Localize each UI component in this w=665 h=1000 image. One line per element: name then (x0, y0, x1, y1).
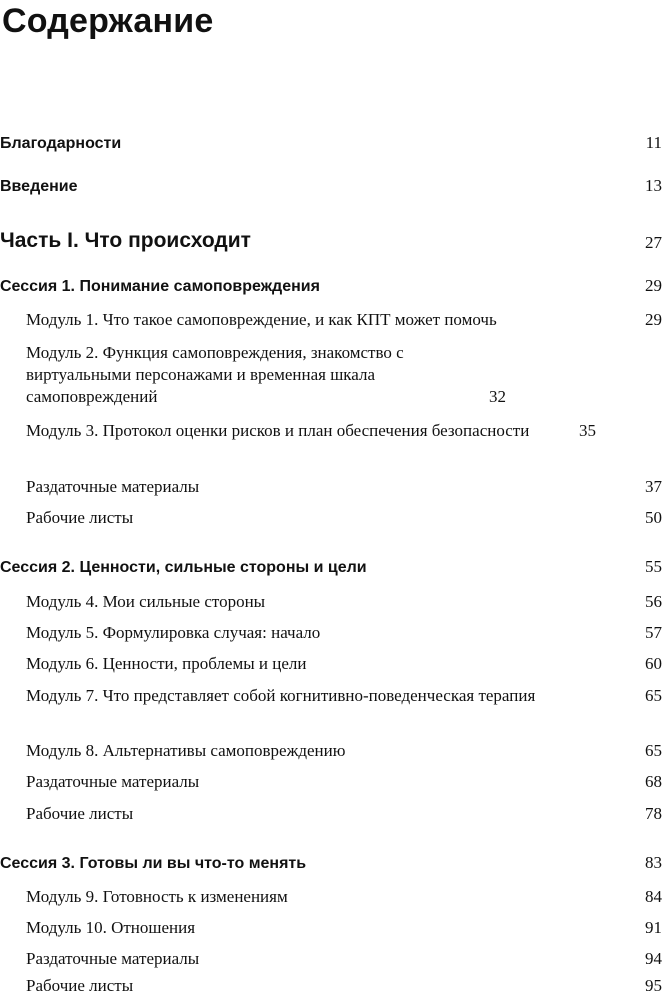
toc-module-1[interactable] (0, 309, 665, 331)
toc-session-3[interactable] (0, 853, 665, 873)
toc-module-label: Модуль 4. Мои сильные стороны (26, 592, 266, 611)
toc-session-2[interactable] (0, 557, 665, 577)
toc-module-label: Модуль 5. Формулировка случая: начало (26, 623, 321, 642)
toc-module-4[interactable] (0, 591, 665, 613)
toc-module-label: Модуль 6. Ценности, проблемы и цели (26, 654, 307, 673)
toc-module-label: Модуль 2. Функция самоповреждения, знакомство с виртуальными персонажами и временная шкала самоповреждений (26, 343, 404, 406)
toc-part-page: 27 (645, 233, 662, 252)
toc-session-label: Сессия 1. Понимание самоповреждения (0, 278, 320, 295)
toc-handouts-2[interactable] (0, 771, 665, 793)
toc-module-label: Рабочие листы (26, 976, 134, 995)
toc-module-page: 94 (645, 949, 662, 968)
toc-entry-introduction[interactable] (0, 176, 665, 196)
toc-module-page: 50 (645, 508, 662, 527)
toc-module-page: 84 (645, 887, 662, 906)
toc-session-page: 83 (645, 853, 662, 872)
toc-module-label: Модуль 3. Протокол оценки рисков и план обеспечения безопасности (26, 421, 530, 440)
toc-module-5[interactable] (0, 622, 665, 644)
toc-worksheets-3[interactable] (0, 975, 665, 997)
toc-part-label: Часть I. Что происходит (0, 229, 251, 252)
toc-module-9[interactable] (0, 886, 665, 908)
toc-module-8[interactable] (0, 740, 665, 762)
toc-part-1[interactable] (0, 229, 665, 253)
toc-session-label: Сессия 2. Ценности, сильные стороны и цели (0, 559, 367, 576)
toc-module-7[interactable] (0, 685, 665, 707)
toc-module-page: 56 (645, 592, 662, 611)
toc-entry-label: Введение (0, 178, 78, 195)
toc-module-label: Раздаточные материалы (26, 949, 200, 968)
toc-module-page: 65 (645, 686, 662, 705)
toc-module-2[interactable] (0, 342, 665, 408)
toc-entry-acknowledgements[interactable] (0, 133, 665, 153)
toc-entry-page: 13 (645, 176, 662, 195)
toc-module-label: Модуль 10. Отношения (26, 918, 196, 937)
toc-module-label: Рабочие листы (26, 508, 134, 527)
toc-module-label: Раздаточные материалы (26, 477, 200, 496)
toc-module-page: 35 (579, 421, 596, 440)
toc-module-label: Модуль 9. Готовность к изменениям (26, 887, 288, 906)
toc-module-page: 57 (645, 623, 662, 642)
toc-entry-label: Благодарности (0, 135, 122, 152)
toc-module-page: 78 (645, 804, 662, 823)
toc-module-page: 37 (645, 477, 662, 496)
toc-module-6[interactable] (0, 653, 665, 675)
toc-session-1[interactable] (0, 276, 665, 296)
toc-module-label: Модуль 1. Что такое самоповреждение, и как КПТ может помочь (26, 310, 497, 329)
toc-module-10[interactable] (0, 917, 665, 939)
toc-module-label: Раздаточные материалы (26, 772, 200, 791)
toc-module-page: 29 (645, 310, 662, 329)
toc-worksheets-2[interactable] (0, 803, 665, 825)
toc-handouts-1[interactable] (0, 476, 665, 498)
toc-handouts-3[interactable] (0, 948, 665, 970)
toc-module-label: Модуль 8. Альтернативы самоповреждению (26, 741, 346, 760)
toc-module-page: 60 (645, 654, 662, 673)
toc-module-page: 32 (489, 387, 506, 406)
toc-session-page: 29 (645, 276, 662, 295)
toc-session-page: 55 (645, 557, 662, 576)
toc-module-page: 91 (645, 918, 662, 937)
toc-worksheets-1[interactable] (0, 507, 665, 529)
page-title: Содержание (2, 2, 214, 40)
toc-entry-page: 11 (645, 133, 662, 152)
toc-module-page: 95 (645, 976, 662, 995)
toc-session-label: Сессия 3. Готовы ли вы что-то менять (0, 855, 307, 872)
toc-module-3[interactable] (0, 420, 665, 442)
toc-module-label: Модуль 7. Что представляет собой когнитивно-поведенческая терапия (26, 686, 536, 705)
toc-module-page: 68 (645, 772, 662, 791)
toc-module-label: Рабочие листы (26, 804, 134, 823)
toc-module-page: 65 (645, 741, 662, 760)
